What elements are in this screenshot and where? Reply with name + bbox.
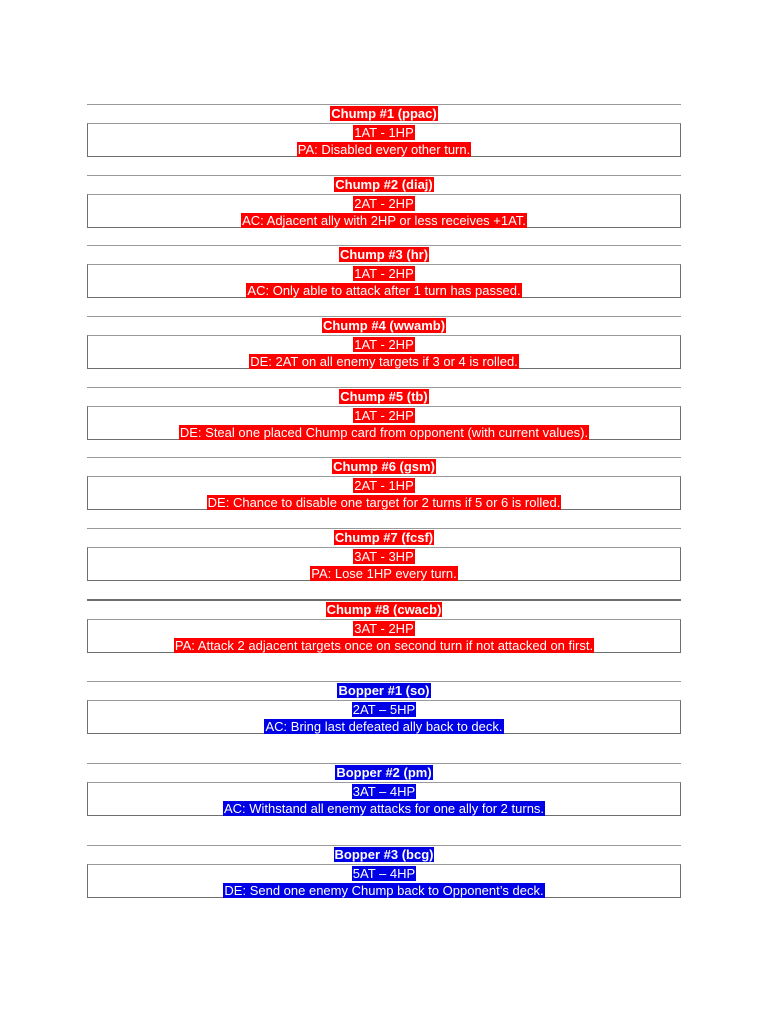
card-ability: PA: Disabled every other turn.	[297, 142, 471, 157]
card-ability: PA: Attack 2 adjacent targets once on second turn if not attacked on first.	[174, 638, 594, 653]
card-title: Chump #8 (cwacb)	[326, 602, 442, 617]
card-ability: DE: 2AT on all enemy targets if 3 or 4 is rolled.	[250, 354, 518, 369]
card-title: Chump #6 (gsm)	[333, 459, 435, 474]
card-chump-4	[87, 316, 681, 369]
card-stats: 1AT - 1HP	[354, 125, 414, 140]
card-ability: AC: Only able to attack after 1 turn has passed.	[247, 283, 521, 298]
card-chump-3	[87, 245, 681, 298]
card-stats: 5AT – 4HP	[352, 866, 416, 881]
card-stats: 1AT - 2HP	[354, 408, 414, 423]
card-ability: AC: Adjacent ally with 2HP or less receives +1AT.	[242, 213, 526, 228]
card-bopper-1	[87, 681, 681, 734]
card-stats: 3AT – 4HP	[352, 784, 416, 799]
card-chump-1	[87, 104, 681, 157]
card-stats: 3AT - 2HP	[354, 621, 414, 636]
card-ability: PA: Lose 1HP every turn.	[311, 566, 457, 581]
card-chump-7	[87, 528, 681, 581]
card-ability: DE: Steal one placed Chump card from opponent (with current values).	[179, 425, 589, 440]
card-ability: DE: Send one enemy Chump back to Opponent’s deck.	[224, 883, 544, 898]
card-stats: 2AT – 5HP	[352, 702, 416, 717]
card-title: Bopper #1 (so)	[338, 683, 430, 698]
card-chump-8	[87, 599, 681, 653]
card-chump-6	[87, 457, 681, 510]
card-stats: 1AT - 2HP	[354, 266, 414, 281]
card-title: Chump #1 (ppac)	[331, 106, 437, 121]
card-ability: DE: Chance to disable one target for 2 turns if 5 or 6 is rolled.	[207, 495, 561, 510]
card-title: Chump #4 (wwamb)	[322, 318, 446, 333]
card-chump-2	[87, 175, 681, 228]
card-title: Chump #3 (hr)	[339, 247, 429, 262]
card-title: Chump #2 (diaj)	[335, 177, 433, 192]
card-ability: AC: Withstand all enemy attacks for one ally for 2 turns.	[223, 801, 545, 816]
card-title: Chump #5 (tb)	[340, 389, 428, 404]
card-bopper-3	[87, 845, 681, 898]
card-stats: 2AT - 2HP	[354, 196, 414, 211]
card-title: Chump #7 (fcsf)	[334, 530, 434, 545]
card-stats: 2AT - 1HP	[354, 478, 414, 493]
card-stats: 1AT - 2HP	[354, 337, 414, 352]
card-bopper-2	[87, 763, 681, 816]
card-stats: 3AT - 3HP	[354, 549, 414, 564]
card-title: Bopper #2 (pm)	[336, 765, 432, 780]
card-chump-5	[87, 387, 681, 440]
card-title: Bopper #3 (bcg)	[334, 847, 434, 862]
card-ability: AC: Bring last defeated ally back to deck.	[265, 719, 503, 734]
